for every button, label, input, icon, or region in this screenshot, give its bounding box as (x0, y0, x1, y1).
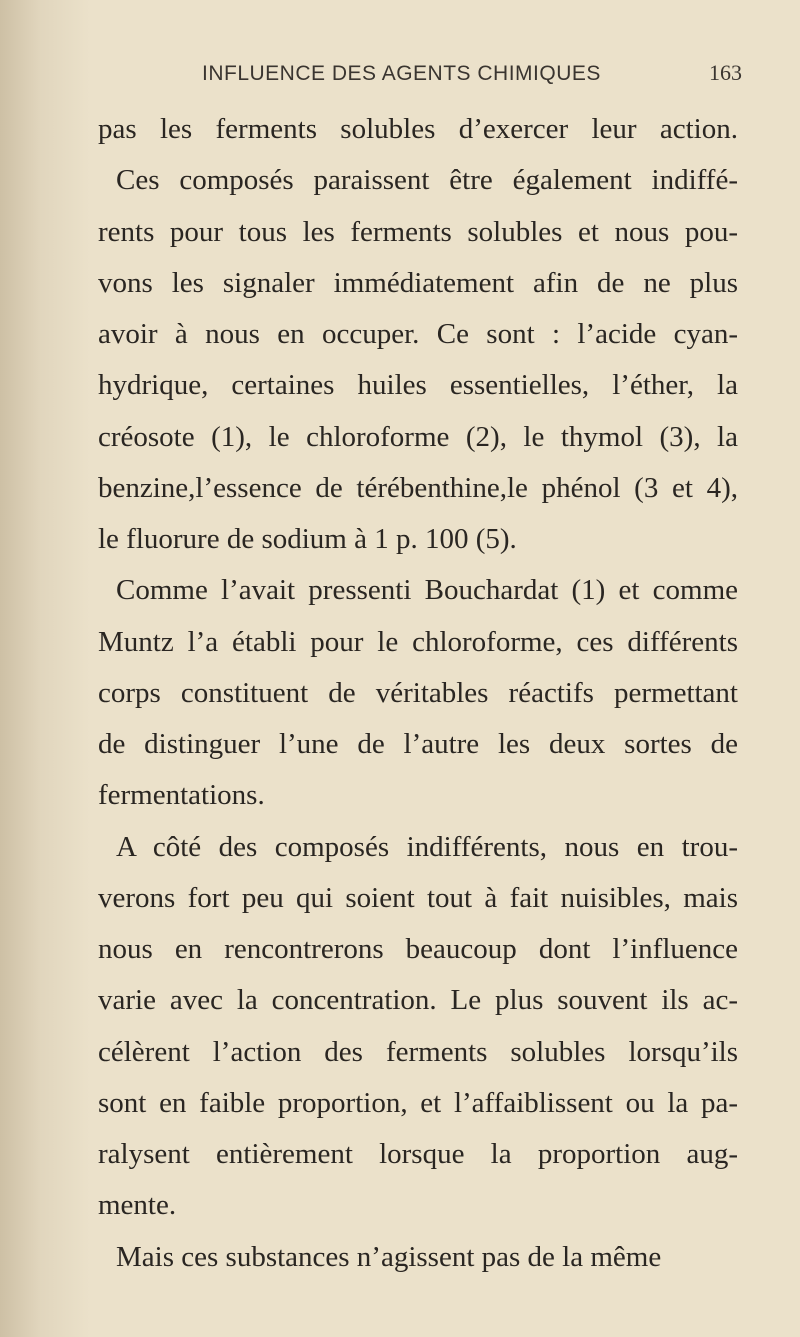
text-line: verons fort peu qui soient tout à fait nuisibles, mais (98, 881, 738, 914)
text-line: célèrent l’action des ferments solubles lorsqu’ils (98, 1035, 738, 1068)
text-line: Muntz l’a établi pour le chloroforme, ces différents (98, 625, 738, 658)
text-line: Ces composés paraissent être également indiffé- (116, 164, 738, 197)
text-line: hydrique, certaines huiles essentielles, l’éther, la (98, 369, 738, 402)
text-line: Comme l’avait pressenti Bouchardat (1) et comme (116, 574, 738, 607)
text-line: varie avec la concentration. Le plus souvent ils ac- (98, 984, 738, 1017)
text-line: benzine,l’essence de térébenthine,le phénol (3 et 4), (98, 471, 738, 504)
text-line: sont en faible proportion, et l’affaiblissent ou la pa- (98, 1086, 738, 1119)
text-line: pas les ferments solubles d’exercer leur action. (98, 113, 738, 145)
running-header (202, 62, 742, 96)
text-line: A côté des composés indifférents, nous en trou- (116, 830, 738, 863)
text-line: le fluorure de sodium à 1 p. 100 (5). (98, 523, 517, 555)
text-line: rents pour tous les ferments solubles et nous pou- (98, 215, 738, 248)
page-number: 163 (709, 60, 742, 85)
text-line: corps constituent de véritables réactifs permettant (98, 676, 738, 709)
text-line: Mais ces substances n’agissent pas de la même (116, 1240, 662, 1273)
header-title: INFLUENCE DES AGENTS CHIMIQUES (202, 62, 601, 85)
text-line: mente. (98, 1189, 177, 1222)
text-line: fermentations. (98, 779, 265, 812)
text-line: avoir à nous en occuper. Ce sont : l’acide cyan- (98, 318, 738, 350)
text-line: vons les signaler immédiatement afin de ne plus (98, 266, 738, 299)
text-line: de distinguer l’une de l’autre les deux sortes de (98, 728, 738, 760)
text-line: ralysent entièrement lorsque la proportion aug- (98, 1138, 738, 1170)
text-line: nous en rencontrerons beaucoup dont l’influence (98, 933, 738, 965)
text-line: créosote (1), le chloroforme (2), le thymol (3), la (98, 420, 738, 453)
body-text (98, 104, 738, 1283)
